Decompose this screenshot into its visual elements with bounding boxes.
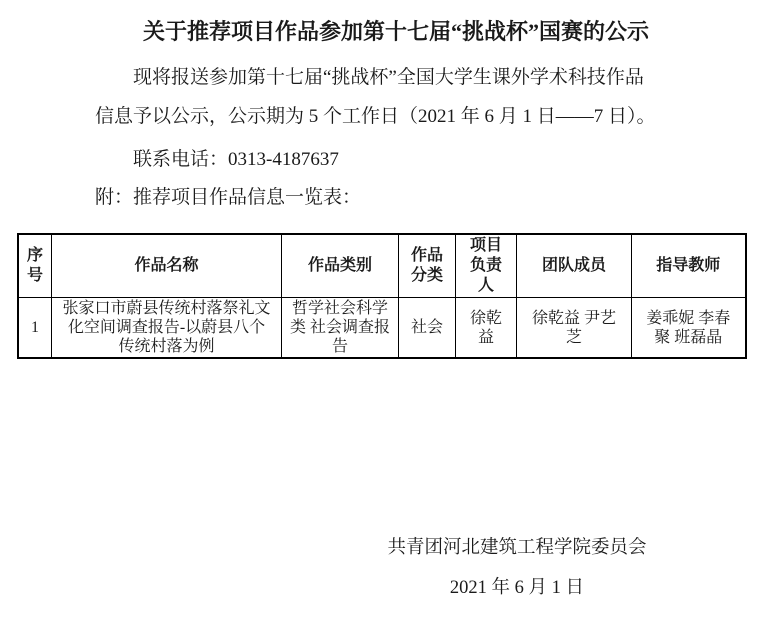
cell-serial-number: 1 [18,298,52,359]
header-advisors: 指导教师 [632,234,746,298]
cell-work-name: 张家口市蔚县传统村落祭礼文化空间调查报告-以蔚县八个传统村落为例 [52,298,282,359]
header-serial-number: 序号 [18,234,52,298]
table-row [18,298,746,359]
signature-date: 2021 年 6 月 1 日 [449,578,585,598]
cell-advisors: 姜乖妮 李春聚 班磊晶 [632,298,746,359]
document-title: 关于推荐项目作品参加第十七届“挑战杯”国赛的公示 [142,19,649,44]
table-header-row [18,234,746,298]
header-work-name: 作品名称 [52,234,282,298]
cell-work-class: 社会 [399,298,456,359]
cell-team-members: 徐乾益 尹艺芝 [517,298,632,359]
paragraph-line-2: 信息予以公示，公示期为 5 个工作日（2021 年 6 月 1 日——7 日）。 [95,106,656,127]
header-work-class: 作品分类 [399,234,456,298]
signature-organization: 共青团河北建筑工程学院委员会 [387,538,647,558]
cell-work-category: 哲学社会科学类 社会调查报告 [282,298,399,359]
recommended-works-table [17,233,747,359]
paragraph-line-1: 现将报送参加第十七届“挑战杯”全国大学生课外学术科技作品 [133,67,644,88]
cell-project-leader: 徐乾益 [456,298,517,359]
contact-phone-line: 联系电话：0313-4187637 [133,149,339,170]
attachment-note-line: 附：推荐项目作品信息一览表： [95,187,362,208]
header-work-category: 作品类别 [282,234,399,298]
closing-block [386,537,648,599]
header-team-members: 团队成员 [517,234,632,298]
header-project-leader: 项目负责人 [456,234,517,298]
